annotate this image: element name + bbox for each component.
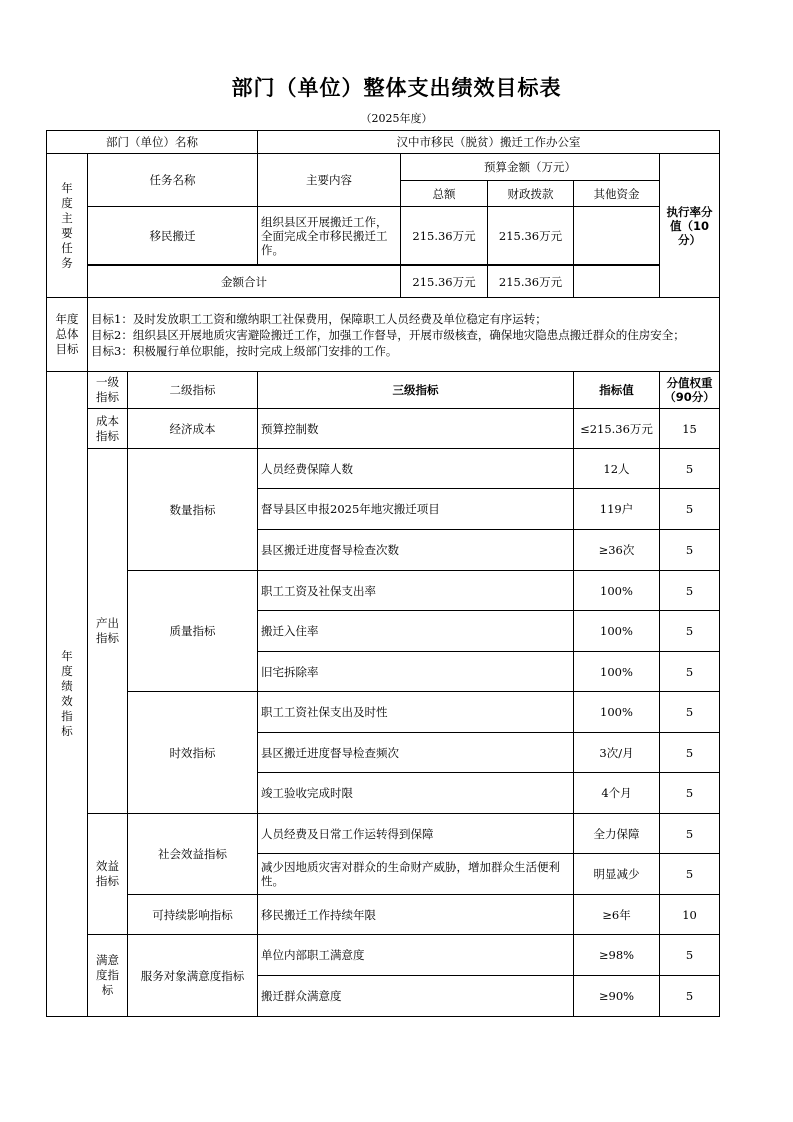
indicator-name: 预算控制数 — [258, 409, 574, 449]
output-l2-quality: 质量指标 — [128, 571, 258, 692]
indicator-weight: 5 — [660, 854, 720, 895]
indicator-weight: 5 — [660, 530, 720, 571]
indicator-weight: 5 — [660, 652, 720, 692]
h-level2: 二级指标 — [128, 372, 258, 409]
indicator-weight: 15 — [660, 409, 720, 449]
indicator-weight: 5 — [660, 611, 720, 652]
indicator-name: 竣工验收完成时限 — [258, 773, 574, 814]
task-fiscal: 215.36万元 — [488, 207, 574, 265]
indicator-name: 督导县区申报2025年地灾搬迁项目 — [258, 489, 574, 530]
task-content-header: 主要内容 — [258, 154, 401, 207]
indicator-name: 职工工资及社保支出率 — [258, 571, 574, 611]
indicator-value: ≥6年 — [574, 895, 660, 935]
output-l2-quantity: 数量指标 — [128, 449, 258, 571]
indicator-name: 县区搬迁进度督导检查频次 — [258, 733, 574, 773]
indicator-value: 12人 — [574, 449, 660, 489]
indicator-name: 人员经费及日常工作运转得到保障 — [258, 814, 574, 854]
indicator-name: 县区搬迁进度督导检查次数 — [258, 530, 574, 571]
indicator-value: 全力保障 — [574, 814, 660, 854]
indicator-value: ≥98% — [574, 935, 660, 976]
benefit-l2-social: 社会效益指标 — [128, 814, 258, 895]
indicator-name: 职工工资社保支出及时性 — [258, 692, 574, 733]
indicator-value: 100% — [574, 692, 660, 733]
output-l2-timeliness: 时效指标 — [128, 692, 258, 814]
indicator-weight: 5 — [660, 935, 720, 976]
indicator-name: 搬迁入住率 — [258, 611, 574, 652]
satisfaction-l2: 服务对象满意度指标 — [128, 935, 258, 1017]
indicator-value: ≥36次 — [574, 530, 660, 571]
tasks-section-label: 年度主要任务 — [47, 154, 88, 298]
indicator-name: 单位内部职工满意度 — [258, 935, 574, 976]
task-content: 组织县区开展搬迁工作，全面完成全市移民搬迁工作。 — [258, 207, 401, 265]
indicator-value: 4个月 — [574, 773, 660, 814]
task-total: 215.36万元 — [401, 207, 488, 265]
indicator-value: 119户 — [574, 489, 660, 530]
indicator-name: 搬迁群众满意度 — [258, 976, 574, 1017]
indicator-value: ≥90% — [574, 976, 660, 1017]
indicator-value: ≤215.36万元 — [574, 409, 660, 449]
goal-item: 目标2：组织县区开展地质灾害避险搬迁工作，加强工作督导，开展市级核查，确保地灾隐患点搬迁群众的住房安全； — [91, 327, 685, 342]
goal-item: 目标1：及时发放职工工资和缴纳职工社保费用，保障职工人员经费及单位稳定有序运转； — [91, 311, 547, 326]
indicator-value: 100% — [574, 611, 660, 652]
goals-content — [88, 298, 720, 372]
h-level3: 三级指标 — [258, 372, 574, 409]
indicator-weight: 5 — [660, 489, 720, 530]
indicator-value: 3次/月 — [574, 733, 660, 773]
indicator-weight: 5 — [660, 733, 720, 773]
indicator-name: 旧宅拆除率 — [258, 652, 574, 692]
task-name-header: 任务名称 — [88, 154, 258, 207]
output-l1: 产出指标 — [88, 449, 128, 814]
indicator-weight: 5 — [660, 692, 720, 733]
sum-total: 215.36万元 — [401, 266, 488, 298]
sum-label: 金额合计 — [88, 266, 401, 298]
satisfaction-l1: 满意度指标 — [88, 935, 128, 1017]
goal-item: 目标3：积极履行单位职能，按时完成上级部门安排的工作。 — [91, 343, 398, 358]
indicator-weight: 5 — [660, 773, 720, 814]
year-label: （2025年度） — [360, 112, 433, 125]
h-level1: 一级指标 — [88, 372, 128, 409]
sum-other — [574, 266, 660, 298]
h-value: 指标值 — [574, 372, 660, 409]
indicator-name: 人员经费保障人数 — [258, 449, 574, 489]
indicators-section-label: 年度绩效指标 — [47, 372, 88, 1017]
h-weight: 分值权重（90分） — [660, 372, 720, 409]
exec-score-header: 执行率分值（10分） — [660, 154, 720, 298]
indicator-weight: 5 — [660, 976, 720, 1017]
task-other — [574, 207, 660, 265]
benefit-l1: 效益指标 — [88, 814, 128, 935]
indicator-value: 100% — [574, 652, 660, 692]
cost-l1: 成本指标 — [88, 409, 128, 449]
indicator-name: 减少因地质灾害对群众的生命财产威胁，增加群众生活便利性。 — [258, 854, 574, 895]
dept-label: 部门（单位）名称 — [47, 131, 258, 154]
budget-fiscal-header: 财政拨款 — [488, 181, 574, 207]
indicator-weight: 5 — [660, 814, 720, 854]
indicator-name: 移民搬迁工作持续年限 — [258, 895, 574, 935]
indicator-value: 100% — [574, 571, 660, 611]
benefit-l2-sustainable: 可持续影响指标 — [128, 895, 258, 935]
sum-fiscal: 215.36万元 — [488, 266, 574, 298]
page-title: 部门（单位）整体支出绩效目标表 — [231, 76, 562, 100]
task-name: 移民搬迁 — [88, 207, 258, 265]
indicator-weight: 5 — [660, 571, 720, 611]
dept-value: 汉中市移民（脱贫）搬迁工作办公室 — [258, 131, 720, 154]
cost-l2: 经济成本 — [128, 409, 258, 449]
budget-header: 预算金额（万元） — [401, 154, 660, 181]
indicator-value: 明显减少 — [574, 854, 660, 895]
goals-section-label: 年度总体目标 — [47, 298, 88, 372]
indicator-weight: 5 — [660, 449, 720, 489]
performance-target-table — [46, 130, 720, 1017]
budget-other-header: 其他资金 — [574, 181, 660, 207]
budget-total-header: 总额 — [401, 181, 488, 207]
indicator-weight: 10 — [660, 895, 720, 935]
